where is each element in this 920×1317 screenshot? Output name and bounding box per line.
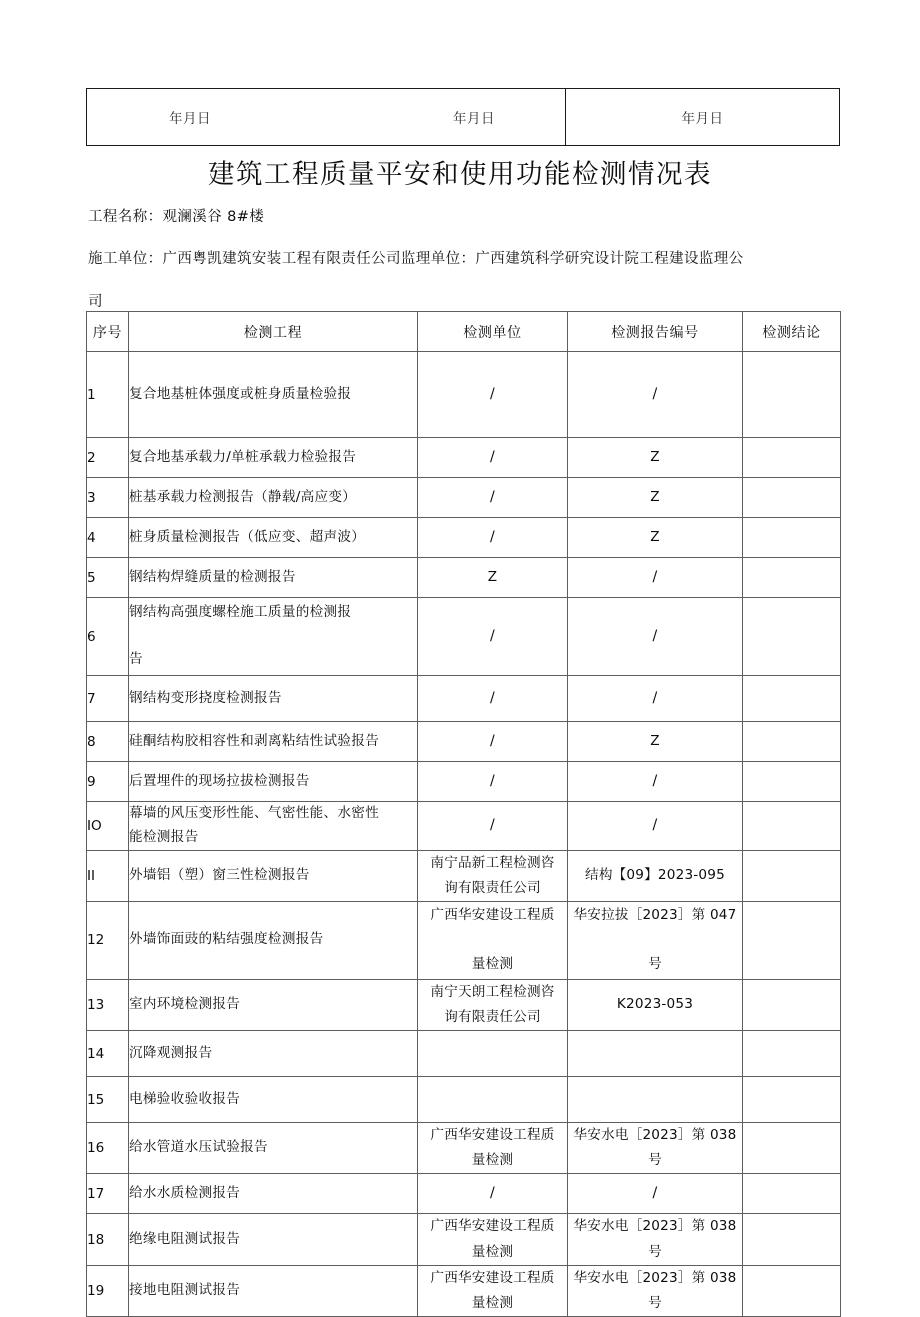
row-unit-line-2: 询有限责任公司 [444,1008,541,1025]
row-unit-line-1: 广西华安建设工程质 [430,907,555,924]
row-conclusion [743,1265,841,1316]
inspection-table [86,311,841,1317]
units-line-2: 司 [88,294,103,310]
row-item-line-1: 幕墙的风压变形性能、气密性能、水密性 [129,805,380,821]
row-report [568,1077,743,1123]
row-unit: / [418,518,568,558]
row-report: 结构【09】2023-095 [568,850,743,901]
row-report: Z [568,478,743,518]
row-report: / [568,598,743,676]
table-row [87,1214,841,1265]
table-row [87,901,841,979]
signature-date-cell-left [87,89,566,145]
table-row [87,352,841,438]
row-unit-line-2: 量检测 [471,1294,514,1311]
row-item [129,598,418,676]
row-report-line-2: 号 [648,1294,662,1311]
row-item: 沉降观测报告 [129,1031,418,1077]
date-label-1: 年月日 [169,111,211,127]
row-report: Z [568,722,743,762]
row-conclusion [743,850,841,901]
row-unit-line-1: 南宁品新工程检测咨 [430,854,555,871]
row-unit-line-2: 询有限责任公司 [444,879,541,896]
row-report: / [568,676,743,722]
table-row [87,1174,841,1214]
row-report: Z [568,518,743,558]
row-item: 接地电阻测试报告 [129,1265,418,1316]
table-row [87,598,841,676]
row-conclusion [743,802,841,851]
row-report-line-2: 号 [648,1152,662,1169]
row-no: 5 [87,558,129,598]
row-no: 3 [87,478,129,518]
row-unit: / [418,802,568,851]
row-report-line-1: 华安水电［2023］第 038 [573,1218,737,1235]
row-unit [418,1031,568,1077]
inspection-table-wrapper [86,311,840,1317]
table-header-row [87,312,841,352]
row-item: 给水水质检测报告 [129,1174,418,1214]
row-item: 绝缘电阻测试报告 [129,1214,418,1265]
row-unit-line-1: 南宁天朗工程检测咨 [430,983,555,1000]
row-unit: / [418,478,568,518]
table-row [87,478,841,518]
table-row [87,850,841,901]
project-name-line: 工程名称：观澜溪谷 8#楼 [88,209,265,225]
row-no: 9 [87,762,129,802]
row-report-line-2: 号 [648,1243,662,1260]
row-item [129,802,418,851]
row-report: / [568,762,743,802]
row-unit: / [418,352,568,438]
row-report-line-2: 号 [648,956,662,973]
table-row [87,722,841,762]
row-conclusion [743,478,841,518]
row-no: II [87,850,129,901]
row-unit: / [418,676,568,722]
row-conclusion [743,722,841,762]
row-report [568,901,743,979]
row-unit-line-1: 广西华安建设工程质 [430,1127,555,1144]
row-unit [418,1123,568,1174]
row-unit-line-2: 量检测 [471,1152,514,1169]
row-conclusion [743,1123,841,1174]
row-report [568,1265,743,1316]
table-row [87,1031,841,1077]
row-report-line-1: 华安拉拔［2023］第 047 [573,907,737,924]
row-item: 电梯验收验收报告 [129,1077,418,1123]
page-title: 建筑工程质量平安和使用功能检测情况表 [208,159,712,190]
row-item: 外墙铝（塑）窗三性检测报告 [129,850,418,901]
table-row [87,518,841,558]
row-unit-line-2: 量检测 [471,956,514,973]
column-header-no: 序号 [87,312,129,352]
row-no: 8 [87,722,129,762]
row-report: K2023-053 [568,979,743,1030]
row-no: 2 [87,438,129,478]
table-row [87,1123,841,1174]
row-unit [418,1214,568,1265]
row-no: 15 [87,1077,129,1123]
row-unit [418,1265,568,1316]
table-row [87,762,841,802]
row-report: / [568,558,743,598]
row-item: 给水管道水压试验报告 [129,1123,418,1174]
row-unit: Z [418,558,568,598]
row-no: 7 [87,676,129,722]
signature-date-box [86,88,840,146]
row-conclusion [743,676,841,722]
signature-date-cell-right [566,89,839,145]
row-no: 4 [87,518,129,558]
table-row [87,802,841,851]
row-report [568,1031,743,1077]
row-item-line-1: 钢结构高强度螺栓施工质量的检测报 [129,603,352,620]
row-no: 14 [87,1031,129,1077]
row-item-line-2: 能检测报告 [129,828,199,845]
row-item: 桩基承载力检测报告（静载/高应变） [129,478,418,518]
row-no: 13 [87,979,129,1030]
row-item: 后置埋件的现场拉拔检测报告 [129,762,418,802]
row-item: 外墙饰面豉的粘结强度检测报告 [129,901,418,979]
row-no: 1 [87,352,129,438]
row-item: 桩身质量检测报告（低应变、超声波） [129,518,418,558]
row-unit [418,979,568,1030]
row-unit: / [418,762,568,802]
row-report: / [568,802,743,851]
row-conclusion [743,518,841,558]
table-row [87,676,841,722]
units-line-1: 施工单位：广西粤凯建筑安装工程有限责任公司监理单位：广西建筑科学研究设计院工程建设监理公 [88,251,744,267]
column-header-unit: 检测单位 [418,312,568,352]
row-unit: / [418,598,568,676]
row-report [568,1123,743,1174]
row-unit [418,850,568,901]
row-item: 复合地基承载力/单桩承载力检验报告 [129,438,418,478]
row-report-line-1: 华安水电［2023］第 038 [573,1127,737,1144]
row-conclusion [743,598,841,676]
row-report-line-1: 华安水电［2023］第 038 [573,1269,737,1286]
row-report [568,1214,743,1265]
row-conclusion [743,352,841,438]
row-item: 复合地基桩体强度或桩身质量检验报 [129,352,418,438]
table-row [87,1265,841,1316]
table-row [87,558,841,598]
row-item: 钢结构焊缝质量的检测报告 [129,558,418,598]
column-header-report-no: 检测报告编号 [568,312,743,352]
row-no: 12 [87,901,129,979]
row-conclusion [743,1077,841,1123]
row-unit-line-1: 广西华安建设工程质 [430,1218,555,1235]
row-unit [418,901,568,979]
row-conclusion [743,1174,841,1214]
row-conclusion [743,1214,841,1265]
row-unit: / [418,1174,568,1214]
row-item-line-2: 告 [129,651,143,668]
row-conclusion [743,762,841,802]
row-report: / [568,352,743,438]
row-no: 17 [87,1174,129,1214]
row-unit-line-1: 广西华安建设工程质 [430,1269,555,1286]
row-report: / [568,1174,743,1214]
row-conclusion [743,558,841,598]
row-item: 钢结构变形挠度检测报告 [129,676,418,722]
row-conclusion [743,438,841,478]
row-unit [418,1077,568,1123]
table-row [87,1077,841,1123]
row-no: IO [87,802,129,851]
row-no: 18 [87,1214,129,1265]
row-unit-line-2: 量检测 [471,1243,514,1260]
row-item: 硅酮结构胶相容性和剥离粘结性试验报告 [129,722,418,762]
row-unit: / [418,722,568,762]
row-unit: / [418,438,568,478]
row-conclusion [743,1031,841,1077]
table-row [87,979,841,1030]
row-no: 6 [87,598,129,676]
row-no: 16 [87,1123,129,1174]
row-conclusion [743,901,841,979]
date-label-3: 年月日 [681,111,724,127]
table-row [87,438,841,478]
date-label-2: 年月日 [453,111,495,127]
column-header-item: 检测工程 [129,312,418,352]
row-report: Z [568,438,743,478]
column-header-conclusion: 检测结论 [743,312,841,352]
row-conclusion [743,979,841,1030]
row-no: 19 [87,1265,129,1316]
row-item: 室内环境检测报告 [129,979,418,1030]
